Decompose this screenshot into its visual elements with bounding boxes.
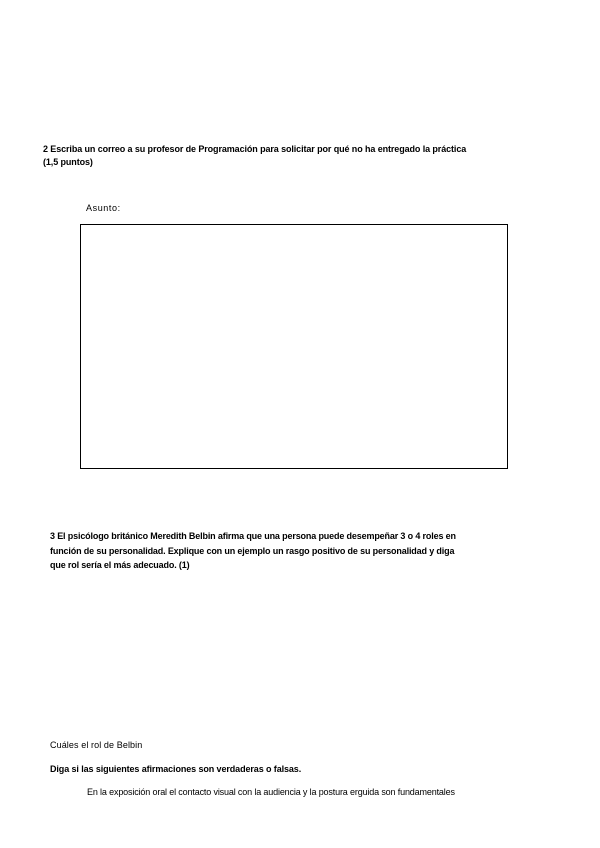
email-subject-label: Asunto:	[86, 203, 121, 213]
question-2-title: 2 Escriba un correo a su profesor de Programación para solicitar por qué no ha entregado la práctica	[43, 144, 467, 154]
true-false-statement-1: En la exposición oral el contacto visual con la audiencia y la postura erguida son fundamentales	[87, 787, 455, 797]
question-3-line-3: que rol sería el más adecuado. (1)	[50, 560, 190, 570]
email-answer-box[interactable]	[80, 224, 508, 469]
question-3-line-2: función de su personalidad. Explique con un ejemplo un rasgo positivo de su personalidad y diga	[50, 546, 455, 556]
true-false-instruction: Diga si las siguientes afirmaciones son verdaderas o falsas.	[50, 764, 302, 774]
question-3-line-1: 3 El psicólogo británico Meredith Belbin afirma que una persona puede desempeñar 3 o 4 roles en	[50, 531, 456, 541]
question-2-points: (1,5 puntos)	[43, 157, 93, 167]
belbin-role-question: Cuáles el rol de Belbin	[50, 740, 143, 750]
